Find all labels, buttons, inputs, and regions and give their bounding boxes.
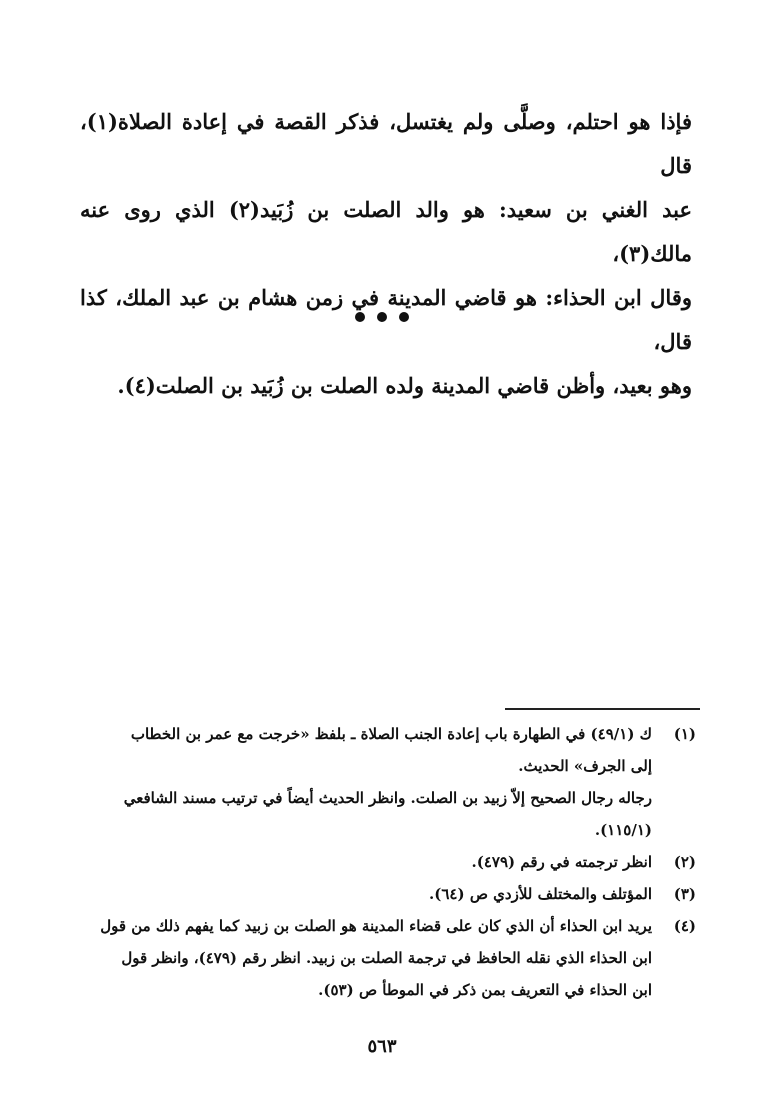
footnote-line: رجاله رجال الصحيح إلاّ زبيد بن الصلت. وانظر الحديث أيضاً في ترتيب مسند الشافعي <box>123 789 652 807</box>
footnote-line: ابن الحذاء الذي نقله الحافظ في ترجمة الصلت بن زبيد. انظر رقم (٤٧٩)، وانظر قول <box>121 949 652 967</box>
footnote-separator-rule <box>505 708 700 710</box>
footnote-3 <box>80 878 696 910</box>
main-text-line: فإذا هو احتلم، وصلَّى ولم يغتسل، فذكر القصة في إعادة الصلاة(١)، قال <box>80 109 692 178</box>
main-text-line: وقال ابن الحذاء: هو قاضي المدينة في زمن هشام بن عبد الملك، كذا قال، <box>80 285 692 354</box>
footnote-line: يريد ابن الحذاء أن الذي كان على قضاء المدينة هو الصلت بن زبيد كما يفهم ذلك من قول <box>100 917 652 935</box>
footnote-line: انظر ترجمته في رقم (٤٧٩). <box>471 853 652 871</box>
footnote-body <box>80 846 652 878</box>
separator-dot <box>399 312 409 322</box>
footnote-body <box>80 910 652 1006</box>
footnote-body <box>80 718 652 846</box>
footnote-number: (١) <box>673 725 696 743</box>
main-text-line: عبد الغني بن سعيد: هو والد الصلت بن زُبَيد(٢) الذي روى عنه مالك(٣)، <box>80 197 692 266</box>
footnote-line: المؤتلف والمختلف للأزدي ص (٦٤). <box>429 885 652 903</box>
separator-dot <box>355 312 365 322</box>
footnote-1 <box>80 718 696 846</box>
main-text-line: وهو بعيد، وأظن قاضي المدينة ولده الصلت بن زُبَيد بن الصلت(٤). <box>117 373 692 398</box>
main-text <box>80 100 692 408</box>
section-separator <box>0 312 764 322</box>
footnote-number: (٣) <box>673 885 696 903</box>
footnote-number: (٤) <box>673 917 696 935</box>
footnote-line: ابن الحذاء في التعريف بمن ذكر في الموطأ ص (٥٣). <box>318 981 652 999</box>
page-number: ٥٦٣ <box>367 1036 397 1057</box>
footnote-body <box>80 878 652 910</box>
footnotes <box>80 718 696 1006</box>
footnote-2 <box>80 846 696 878</box>
footnote-line: ك (٤٩/١) في الطهارة باب إعادة الجنب الصلاة ـ بلفظ «خرجت مع عمر بن الخطاب <box>130 725 652 743</box>
footnote-line: (١١٥/١). <box>594 821 652 839</box>
footnote-line: إلى الجرف» الحديث. <box>518 757 652 775</box>
separator-dot <box>377 312 387 322</box>
footnote-number: (٢) <box>673 853 696 871</box>
footnote-4 <box>80 910 696 1006</box>
